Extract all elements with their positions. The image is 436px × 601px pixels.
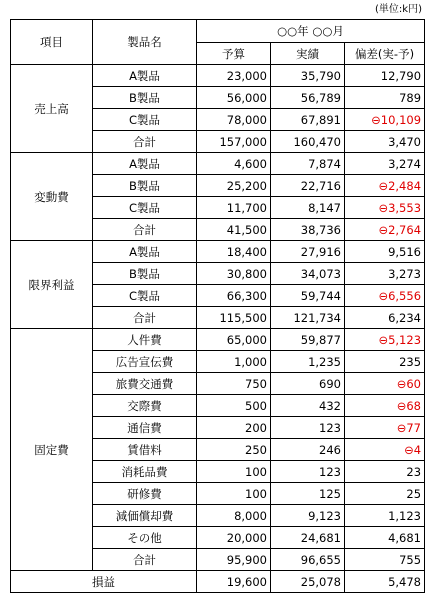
total-label: 合計 bbox=[93, 549, 197, 571]
product-name: 旅費交通費 bbox=[93, 373, 197, 395]
table-row bbox=[11, 153, 425, 175]
total-actual: 96,655 bbox=[271, 549, 345, 571]
variance-value: 23 bbox=[345, 461, 425, 483]
actual-value: 34,073 bbox=[271, 263, 345, 285]
total-actual: 38,736 bbox=[271, 219, 345, 241]
product-name: B製品 bbox=[93, 263, 197, 285]
variance-value: ⊖2,484 bbox=[345, 175, 425, 197]
product-name: B製品 bbox=[93, 175, 197, 197]
product-name: C製品 bbox=[93, 109, 197, 131]
total-budget: 115,500 bbox=[197, 307, 271, 329]
table-body bbox=[11, 65, 425, 593]
actual-value: 24,681 bbox=[271, 527, 345, 549]
budget-value: 200 bbox=[197, 417, 271, 439]
profit-label: 損益 bbox=[11, 571, 197, 593]
actual-value: 67,891 bbox=[271, 109, 345, 131]
actual-value: 56,789 bbox=[271, 87, 345, 109]
product-name: 消耗品費 bbox=[93, 461, 197, 483]
product-name: 減価償却費 bbox=[93, 505, 197, 527]
total-label: 合計 bbox=[93, 131, 197, 153]
product-name: B製品 bbox=[93, 87, 197, 109]
product-name: C製品 bbox=[93, 285, 197, 307]
table-row bbox=[11, 329, 425, 351]
variance-value: ⊖68 bbox=[345, 395, 425, 417]
header-product: 製品名 bbox=[93, 20, 197, 65]
profit-row bbox=[11, 571, 425, 593]
budget-value: 250 bbox=[197, 439, 271, 461]
category-label: 変動費 bbox=[11, 153, 93, 241]
header-budget: 予算 bbox=[197, 43, 271, 65]
product-name: 研修費 bbox=[93, 483, 197, 505]
total-actual: 121,734 bbox=[271, 307, 345, 329]
variance-value: ⊖6,556 bbox=[345, 285, 425, 307]
actual-value: 1,235 bbox=[271, 351, 345, 373]
actual-value: 59,744 bbox=[271, 285, 345, 307]
actual-value: 27,916 bbox=[271, 241, 345, 263]
budget-value: 100 bbox=[197, 483, 271, 505]
total-variance: 3,470 bbox=[345, 131, 425, 153]
actual-value: 123 bbox=[271, 417, 345, 439]
variance-value: ⊖60 bbox=[345, 373, 425, 395]
unit-label: (単位:k円) bbox=[375, 4, 422, 15]
product-name: A製品 bbox=[93, 241, 197, 263]
variance-value: 12,790 bbox=[345, 65, 425, 87]
variance-value: 789 bbox=[345, 87, 425, 109]
actual-value: 432 bbox=[271, 395, 345, 417]
budget-value: 8,000 bbox=[197, 505, 271, 527]
variance-value: 4,681 bbox=[345, 527, 425, 549]
actual-value: 125 bbox=[271, 483, 345, 505]
header-actual: 実績 bbox=[271, 43, 345, 65]
variance-value: ⊖5,123 bbox=[345, 329, 425, 351]
budget-value: 78,000 bbox=[197, 109, 271, 131]
header-item: 項目 bbox=[11, 20, 93, 65]
budget-value: 1,000 bbox=[197, 351, 271, 373]
total-budget: 41,500 bbox=[197, 219, 271, 241]
actual-value: 35,790 bbox=[271, 65, 345, 87]
total-variance: 755 bbox=[345, 549, 425, 571]
profit-variance: 5,478 bbox=[345, 571, 425, 593]
actual-value: 22,716 bbox=[271, 175, 345, 197]
total-label: 合計 bbox=[93, 219, 197, 241]
product-name: その他 bbox=[93, 527, 197, 549]
budget-value: 23,000 bbox=[197, 65, 271, 87]
category-label: 限界利益 bbox=[11, 241, 93, 329]
variance-value: 9,516 bbox=[345, 241, 425, 263]
total-label: 合計 bbox=[93, 307, 197, 329]
budget-value: 30,800 bbox=[197, 263, 271, 285]
budget-value: 18,400 bbox=[197, 241, 271, 263]
budget-value: 500 bbox=[197, 395, 271, 417]
budget-value: 20,000 bbox=[197, 527, 271, 549]
profit-budget: 19,600 bbox=[197, 571, 271, 593]
budget-value: 100 bbox=[197, 461, 271, 483]
budget-value: 25,200 bbox=[197, 175, 271, 197]
total-actual: 160,470 bbox=[271, 131, 345, 153]
budget-value: 11,700 bbox=[197, 197, 271, 219]
actual-value: 59,877 bbox=[271, 329, 345, 351]
product-name: A製品 bbox=[93, 65, 197, 87]
actual-value: 246 bbox=[271, 439, 345, 461]
product-name: 通信費 bbox=[93, 417, 197, 439]
variance-value: 3,273 bbox=[345, 263, 425, 285]
budget-value: 66,300 bbox=[197, 285, 271, 307]
variance-value: 3,274 bbox=[345, 153, 425, 175]
budget-value: 4,600 bbox=[197, 153, 271, 175]
actual-value: 690 bbox=[271, 373, 345, 395]
variance-value: 235 bbox=[345, 351, 425, 373]
product-name: 広告宣伝費 bbox=[93, 351, 197, 373]
actual-value: 123 bbox=[271, 461, 345, 483]
product-name: 交際費 bbox=[93, 395, 197, 417]
budget-value: 56,000 bbox=[197, 87, 271, 109]
variance-value: ⊖10,109 bbox=[345, 109, 425, 131]
total-variance: ⊖2,764 bbox=[345, 219, 425, 241]
header-period: ○○年 ○○月 bbox=[197, 20, 425, 43]
category-label: 固定費 bbox=[11, 329, 93, 571]
product-name: A製品 bbox=[93, 153, 197, 175]
actual-value: 9,123 bbox=[271, 505, 345, 527]
variance-value: 25 bbox=[345, 483, 425, 505]
variance-value: ⊖3,553 bbox=[345, 197, 425, 219]
budget-value: 65,000 bbox=[197, 329, 271, 351]
product-name: 賃借料 bbox=[93, 439, 197, 461]
variance-value: ⊖4 bbox=[345, 439, 425, 461]
total-budget: 157,000 bbox=[197, 131, 271, 153]
product-name: 人件費 bbox=[93, 329, 197, 351]
budget-actual-table bbox=[10, 19, 425, 593]
variance-value: ⊖77 bbox=[345, 417, 425, 439]
total-budget: 95,900 bbox=[197, 549, 271, 571]
actual-value: 7,874 bbox=[271, 153, 345, 175]
profit-actual: 25,078 bbox=[271, 571, 345, 593]
table-row bbox=[11, 65, 425, 87]
product-name: C製品 bbox=[93, 197, 197, 219]
category-label: 売上高 bbox=[11, 65, 93, 153]
variance-value: 1,123 bbox=[345, 505, 425, 527]
actual-value: 8,147 bbox=[271, 197, 345, 219]
total-variance: 6,234 bbox=[345, 307, 425, 329]
header-variance: 偏差(実-予) bbox=[345, 43, 425, 65]
budget-value: 750 bbox=[197, 373, 271, 395]
table-row bbox=[11, 241, 425, 263]
